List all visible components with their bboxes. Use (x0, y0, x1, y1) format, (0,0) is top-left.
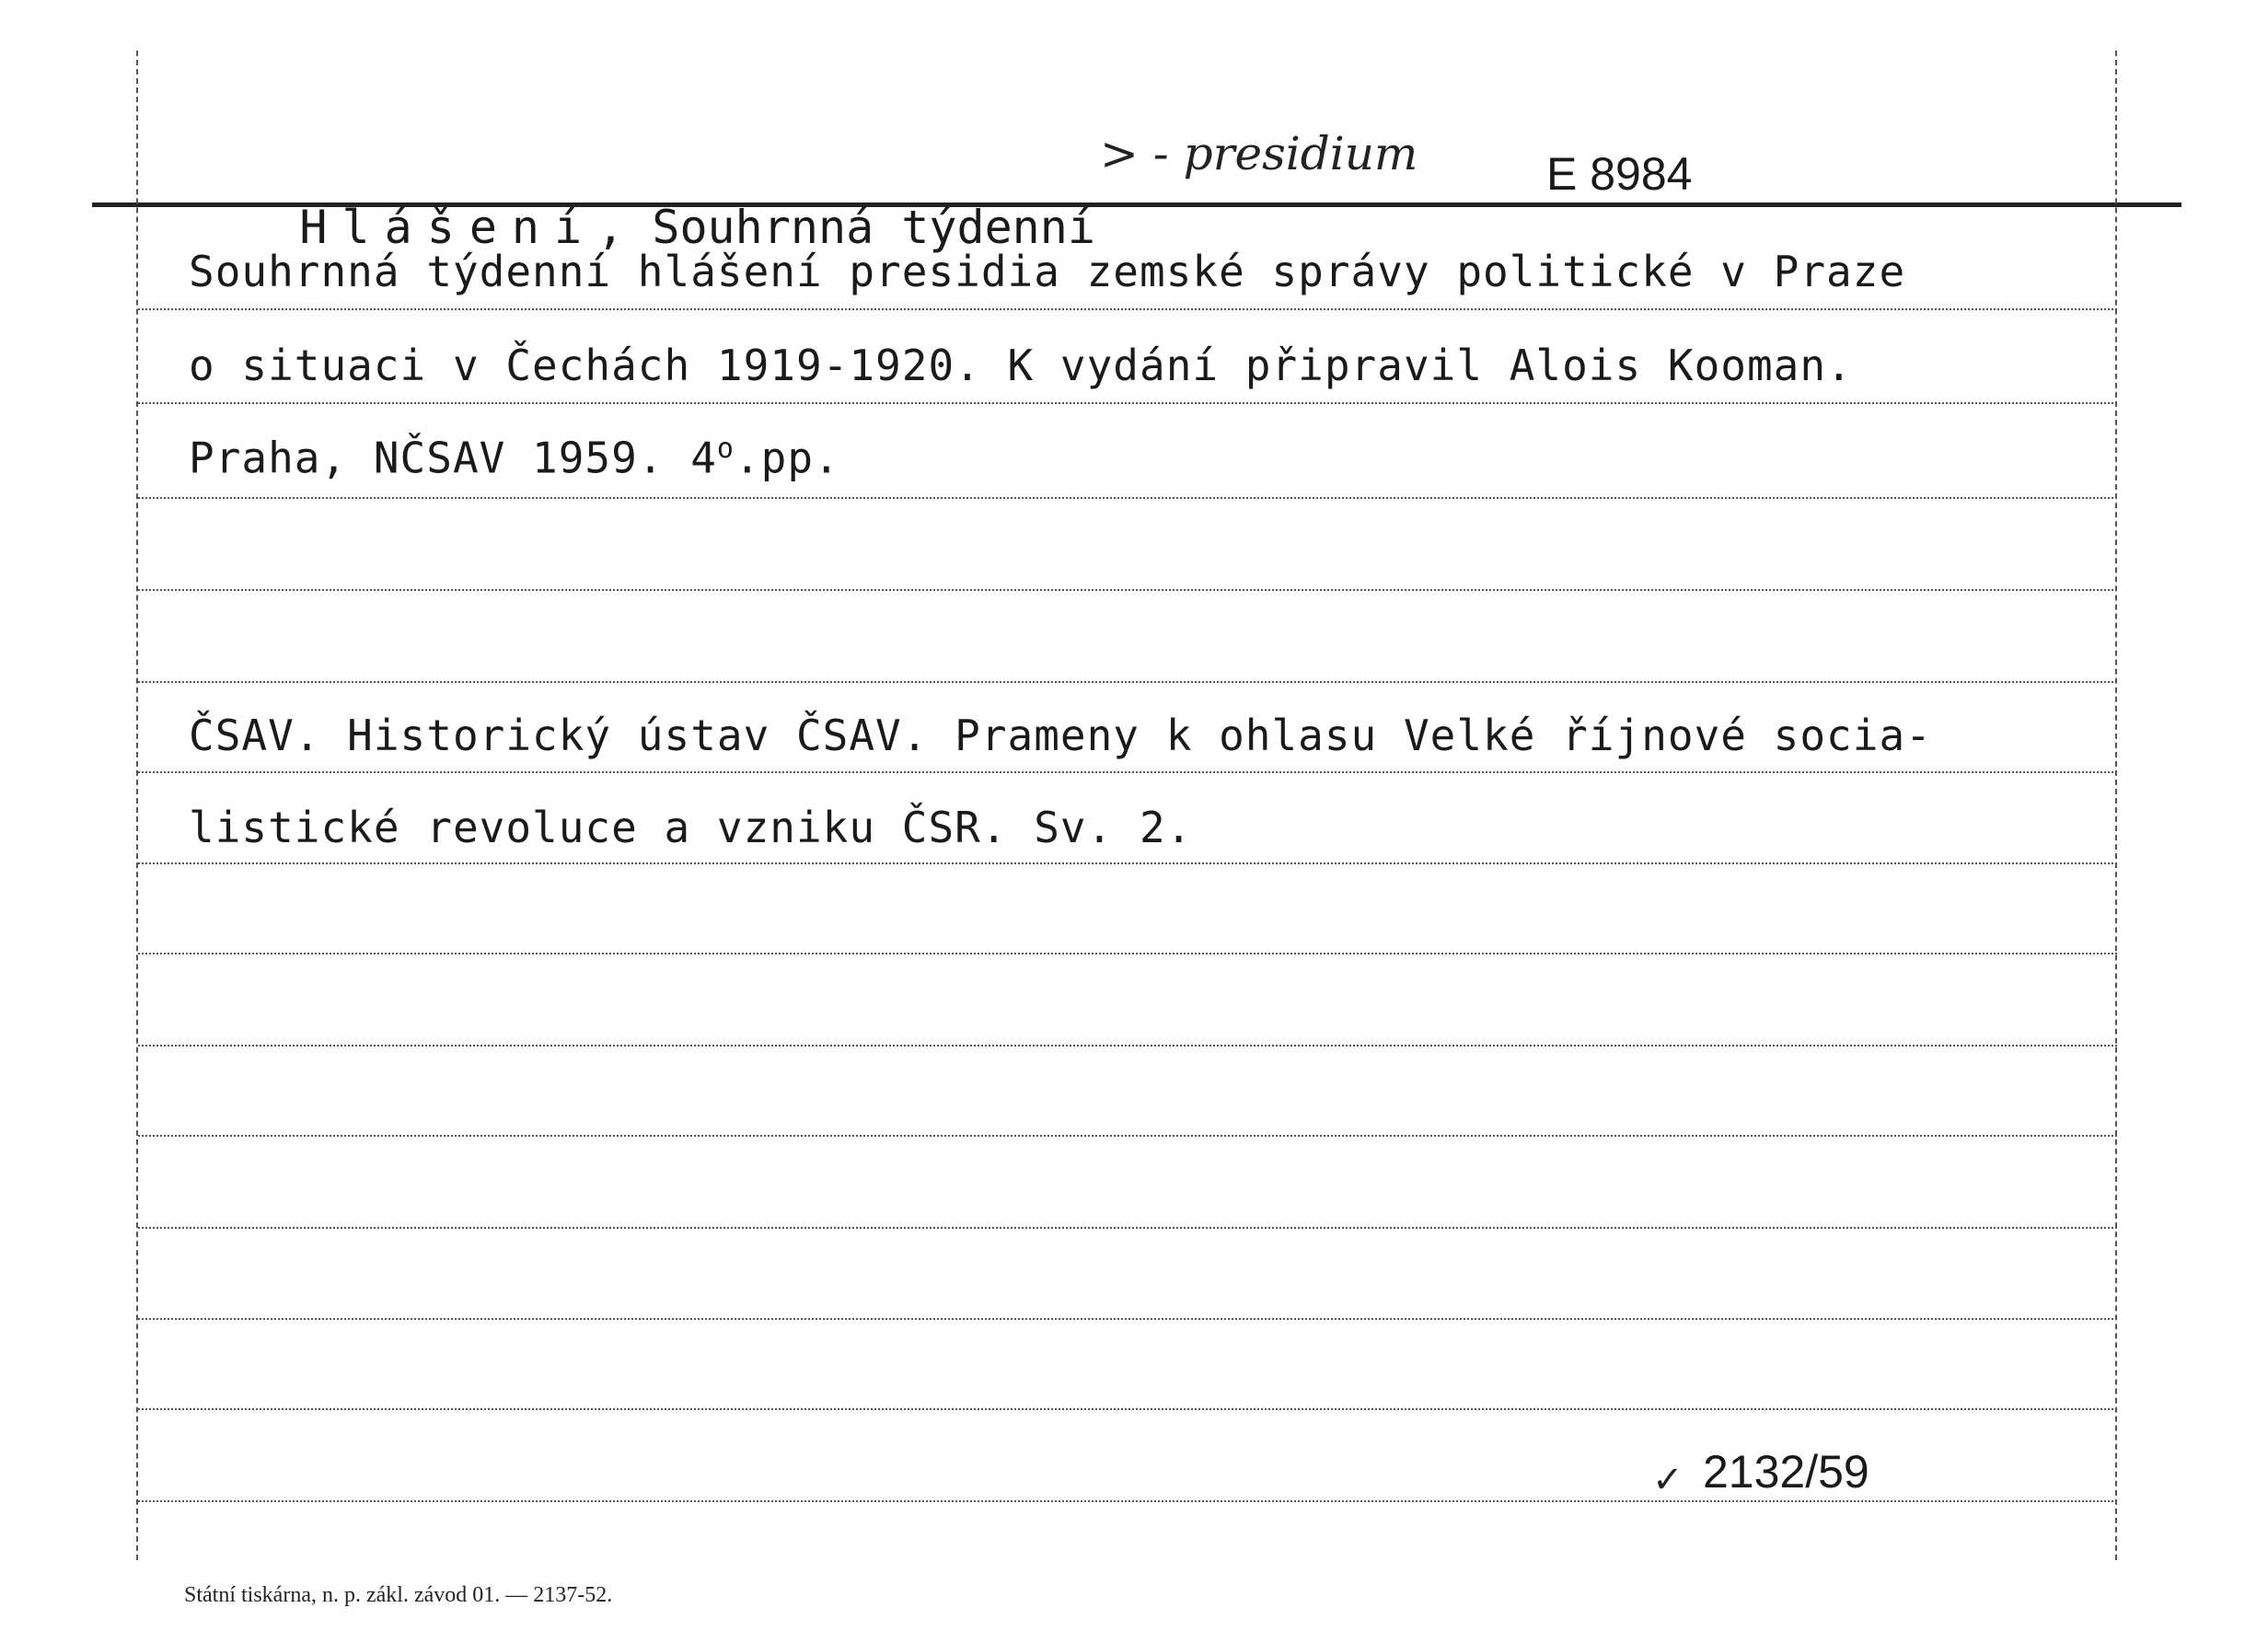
shelf-signature: E 8984 (1546, 148, 1693, 200)
ruled-line (138, 1500, 2117, 1502)
format-suffix: .pp. (734, 433, 840, 483)
inventory-number: 2132/59 (1703, 1446, 1869, 1498)
ruled-line (138, 1135, 2117, 1137)
printer-imprint: Státní tiskárna, n. p. zákl. závod 01. — 2137-52. (184, 1583, 613, 1607)
series-line-2: listické revoluce a vzniku ČSR. Sv. 2. (189, 803, 1193, 852)
body-line-2: o situaci v Čechách 1919-1920. K vydání připravil Alois Kooman. (189, 341, 1853, 390)
ruled-line (138, 1408, 2117, 1410)
ruled-line (138, 771, 2117, 773)
ruled-line (138, 589, 2117, 591)
heading-rest: , Souhrnná týdenní (596, 201, 1095, 254)
right-margin-line (2115, 51, 2117, 1560)
ruled-line (138, 497, 2117, 499)
format-superscript: o (716, 433, 735, 465)
ruled-line (138, 308, 2117, 310)
body-line-3 (189, 433, 840, 482)
ruled-line (138, 862, 2117, 864)
body-line-1: Souhrnná týdenní hlášení presidia zemské správy politické v Praze (189, 247, 1906, 296)
ruled-line (138, 681, 2117, 683)
ruled-line (138, 1318, 2117, 1320)
ruled-line (138, 1045, 2117, 1047)
check-mark: ✓ (1652, 1459, 1684, 1501)
ruled-line (138, 402, 2117, 404)
ruled-line (138, 1227, 2117, 1229)
series-line-1: ČSAV. Historický ústav ČSAV. Prameny k ohlasu Velké říjnové socia- (189, 711, 1932, 760)
ruled-line (138, 953, 2117, 954)
heading-annotation: > - presidium (1100, 127, 1418, 180)
heading-keyword: Hlášení (299, 201, 597, 254)
imprint-text: Praha, NČSAV 1959. 4 (189, 433, 717, 483)
left-margin-line (136, 51, 138, 1560)
